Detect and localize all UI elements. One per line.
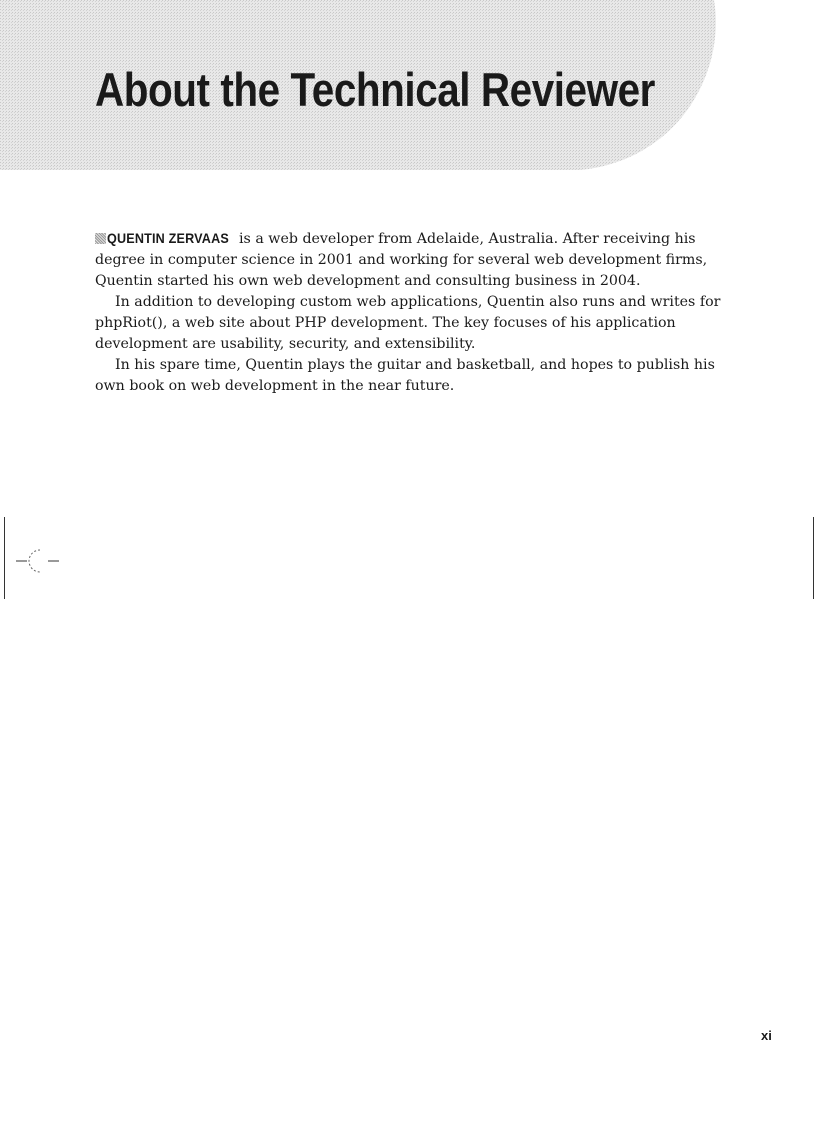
page-number: xi [761,1028,772,1043]
registration-mark-icon [14,548,64,574]
bio-paragraph-1-text: is a web developer from Adelaide, Australia. After receiving his degree in computer science in 2001 and working for several web development firms, Quentin started his own web development and consulting business in 2004. [95,231,708,289]
reviewer-bio [95,228,727,397]
margin-line-right [813,517,814,599]
margin-line-left [4,517,5,599]
bio-paragraph-3: In his spare time, Quentin plays the guitar and basketball, and hopes to publish his own book on web development in the near future. [95,357,715,394]
reviewer-name: QUENTIN ZERVAAS [107,230,229,246]
chapter-title: About the Technical Reviewer [95,63,655,116]
bullet-marker-icon [95,233,106,244]
bio-paragraph-1 [95,228,727,292]
bio-paragraph-2: In addition to developing custom web applications, Quentin also runs and writes for phpRiot(), a web site about PHP development. The key focuses of his application development are usability, security, and extensibility. [95,294,721,352]
